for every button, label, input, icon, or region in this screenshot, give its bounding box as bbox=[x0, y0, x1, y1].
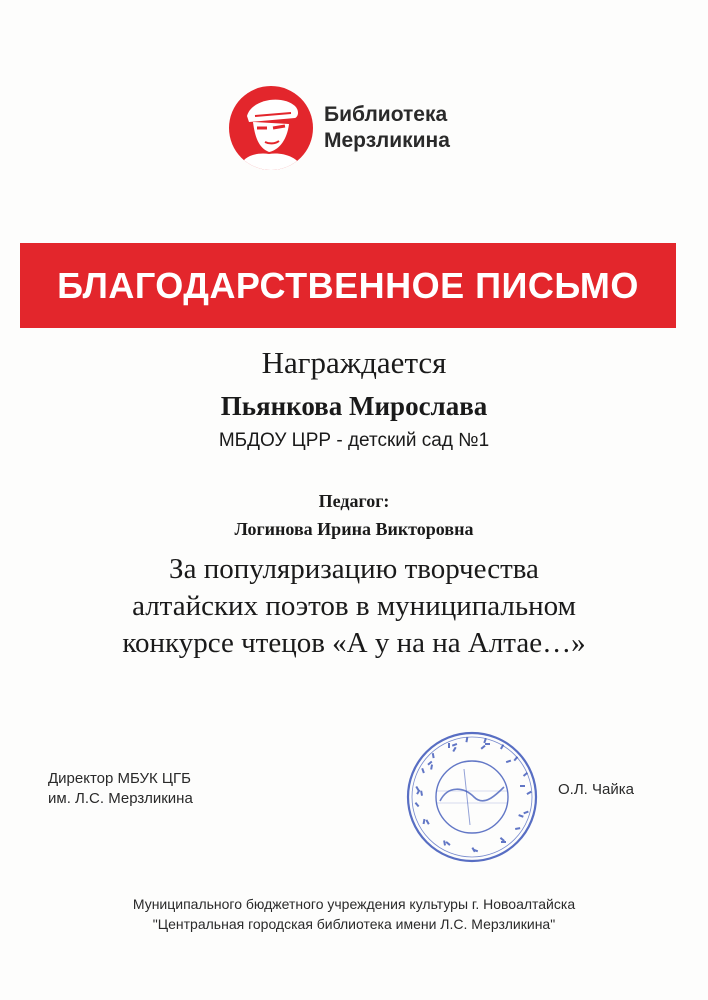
signer-name: О.Л. Чайка bbox=[558, 781, 634, 798]
director-line-2: им. Л.С. Мерзликина bbox=[48, 790, 193, 807]
poet-portrait-icon bbox=[229, 86, 313, 170]
official-stamp bbox=[404, 729, 540, 865]
teacher-label: Педагог: bbox=[318, 491, 390, 511]
reason-line: За популяризацию творчества bbox=[169, 553, 539, 585]
reason-line: конкурсе чтецов «А у на на Алтае…» bbox=[122, 627, 586, 659]
library-logo bbox=[229, 86, 489, 172]
director-line-1: Директор МБУК ЦГБ bbox=[48, 770, 191, 787]
footer-line-2: "Центральная городская библиотека имени Л.С. Мерзликина" bbox=[152, 916, 556, 932]
logo-line-1: Библиотека bbox=[324, 103, 448, 126]
recipient-organization: МБДОУ ЦРР - детский сад №1 bbox=[218, 430, 490, 451]
award-reason bbox=[0, 551, 708, 662]
awarded-heading: Награждается bbox=[261, 345, 447, 380]
reason-line: алтайских поэтов в муниципальном bbox=[132, 590, 576, 622]
document-title: БЛАГОДАРСТВЕННОЕ ПИСЬМО bbox=[57, 264, 639, 306]
teacher-name: Логинова Ирина Викторовна bbox=[234, 519, 474, 539]
logo-line-2: Мерзликина bbox=[324, 129, 450, 152]
logo-wordmark bbox=[324, 102, 450, 154]
footer-line-1: Муниципального бюджетного учреждения культуры г. Новоалтайска bbox=[132, 896, 576, 912]
title-banner bbox=[20, 243, 676, 328]
issuer-footer bbox=[0, 894, 708, 934]
recipient-name: Пьянкова Мирослава bbox=[220, 391, 488, 421]
director-title bbox=[48, 769, 193, 809]
